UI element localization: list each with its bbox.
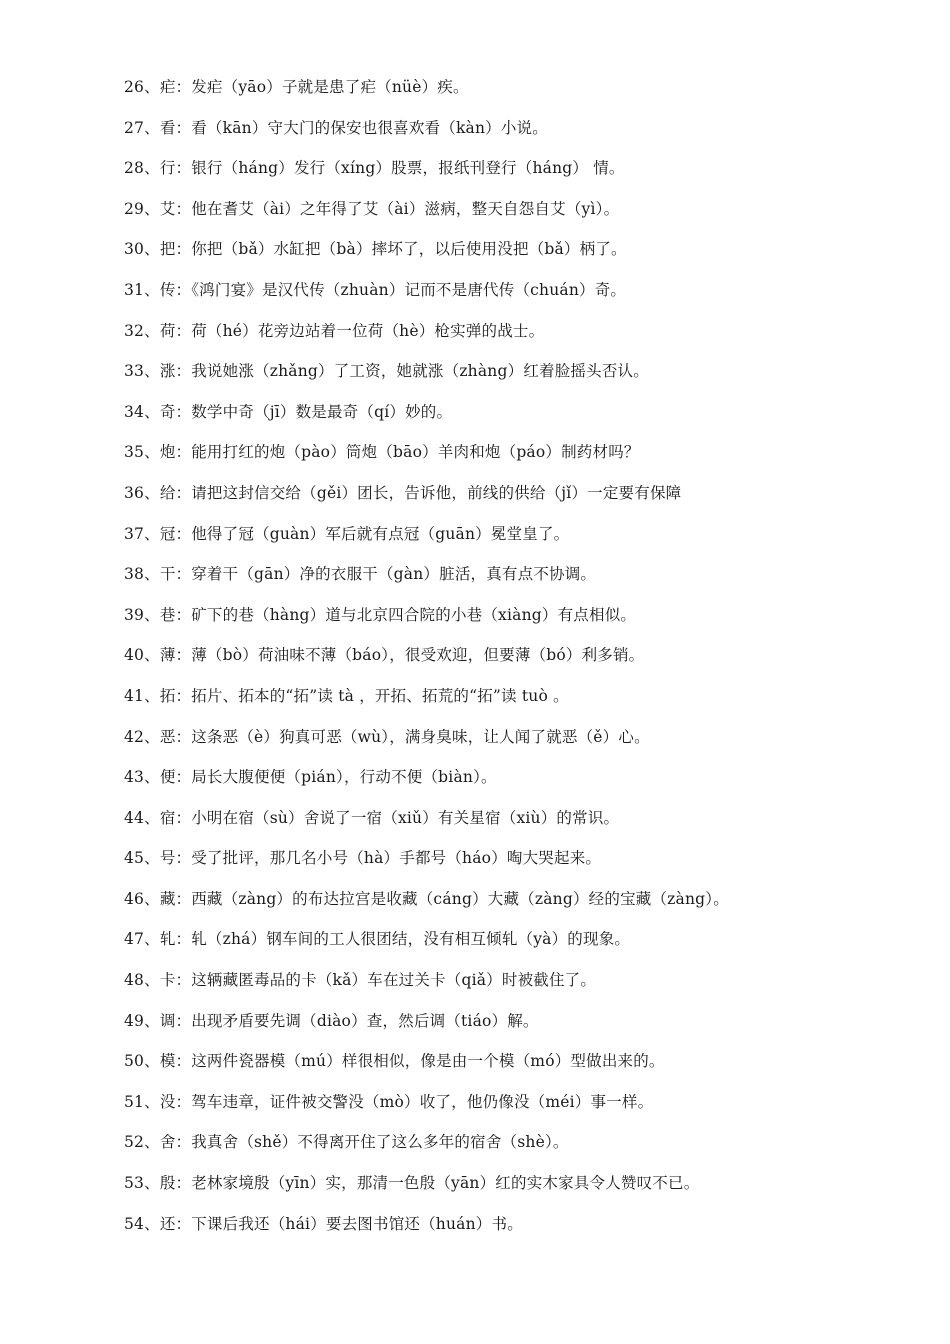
polyphonic-character-list bbox=[124, 76, 924, 1253]
list-item: 33、涨：我说她涨（zhǎng）了工资，她就涨（zhàng）红着脸摇头否认。 bbox=[124, 362, 649, 381]
list-item: 45、号：受了批评，那几名小号（hà）手都号（háo）啕大哭起来。 bbox=[124, 849, 602, 868]
list-item: 51、没：驾车违章，证件被交警没（mò）收了，他仍像没（méi）事一样。 bbox=[124, 1092, 654, 1111]
list-item: 36、给：请把这封信交给（gěi）团长，告诉他，前线的供给（jǐ）一定要有保障 bbox=[124, 483, 682, 502]
list-item: 26、疟：发疟（yāo）子就是患了疟（nüè）疾。 bbox=[124, 78, 469, 96]
list-item: 30、把：你把（bǎ）水缸把（bà）摔坏了，以后使用没把（bǎ）柄了。 bbox=[124, 240, 627, 259]
list-item: 53、殷：老林家境殷（yīn）实，那清一色殷（yān）红的实木家具令人赞叹不已。 bbox=[124, 1174, 700, 1193]
list-item: 47、轧：轧（zhá）钢车间的工人很团结，没有相互倾轧（yà）的现象。 bbox=[124, 930, 631, 949]
list-item: 34、奇：数学中奇（jī）数是最奇（qí）妙的。 bbox=[124, 402, 453, 421]
list-item: 48、卡：这辆藏匿毒品的卡（kǎ）车在过关卡（qiǎ）时被截住了。 bbox=[124, 971, 597, 990]
list-item: 31、传：《鸿门宴》是汉代传（zhuàn）记而不是唐代传（chuán）奇。 bbox=[124, 280, 627, 299]
list-item: 40、薄：薄（bò）荷油味不薄（báo），很受欢迎，但要薄（bó）利多销。 bbox=[124, 646, 645, 665]
list-item: 27、看：看（kān）守大门的保安也很喜欢看（kàn）小说。 bbox=[124, 118, 548, 137]
list-item: 28、行：银行（háng）发行（xíng）股票，报纸刊登行（háng） 情。 bbox=[124, 159, 625, 178]
list-item: 32、荷：荷（hé）花旁边站着一位荷（hè）枪实弹的战士。 bbox=[124, 321, 545, 340]
list-item: 38、干：穿着干（gān）净的衣服干（gàn）脏活，真有点不协调。 bbox=[124, 565, 597, 584]
list-item: 37、冠：他得了冠（guàn）军后就有点冠（guān）冕堂皇了。 bbox=[124, 524, 570, 543]
list-item: 41、拓：拓片、拓本的“拓”读 tà ，开拓、拓荒的“拓”读 tuò 。 bbox=[124, 686, 569, 705]
list-item: 46、藏：西藏（zàng）的布达拉宫是收藏（cáng）大藏（zàng）经的宝藏（zàng）。 bbox=[124, 889, 729, 908]
list-item: 54、还：下课后我还（hái）要去图书馆还（huán）书。 bbox=[124, 1214, 523, 1233]
list-item: 52、舍：我真舍（shě）不得离开住了这么多年的宿舍（shè）。 bbox=[124, 1133, 569, 1152]
list-item: 42、恶：这条恶（è）狗真可恶（wù），满身臭味，让人闻了就恶（ě）心。 bbox=[124, 727, 650, 746]
list-item: 29、艾：他在耆艾（ài）之年得了艾（ài）滋病，整天自怨自艾（yì）。 bbox=[124, 199, 620, 218]
list-item: 49、调：出现矛盾要先调（diào）查，然后调（tiáo）解。 bbox=[124, 1011, 539, 1030]
list-item: 39、巷：矿下的巷（hàng）道与北京四合院的小巷（xiàng）有点相似。 bbox=[124, 605, 637, 624]
list-item: 43、便：局长大腹便便（pián），行动不便（biàn）。 bbox=[124, 768, 497, 787]
list-item: 35、炮：能用打红的炮（pào）筒炮（bāo）羊肉和炮（páo）制药材吗？ bbox=[124, 443, 640, 462]
list-item: 44、宿：小明在宿（sù）舍说了一宿（xiǔ）有关星宿（xiù）的常识。 bbox=[124, 808, 620, 827]
list-item: 50、模：这两件瓷器模（mú）样很相似，像是由一个模（mó）型做出来的。 bbox=[124, 1052, 665, 1071]
